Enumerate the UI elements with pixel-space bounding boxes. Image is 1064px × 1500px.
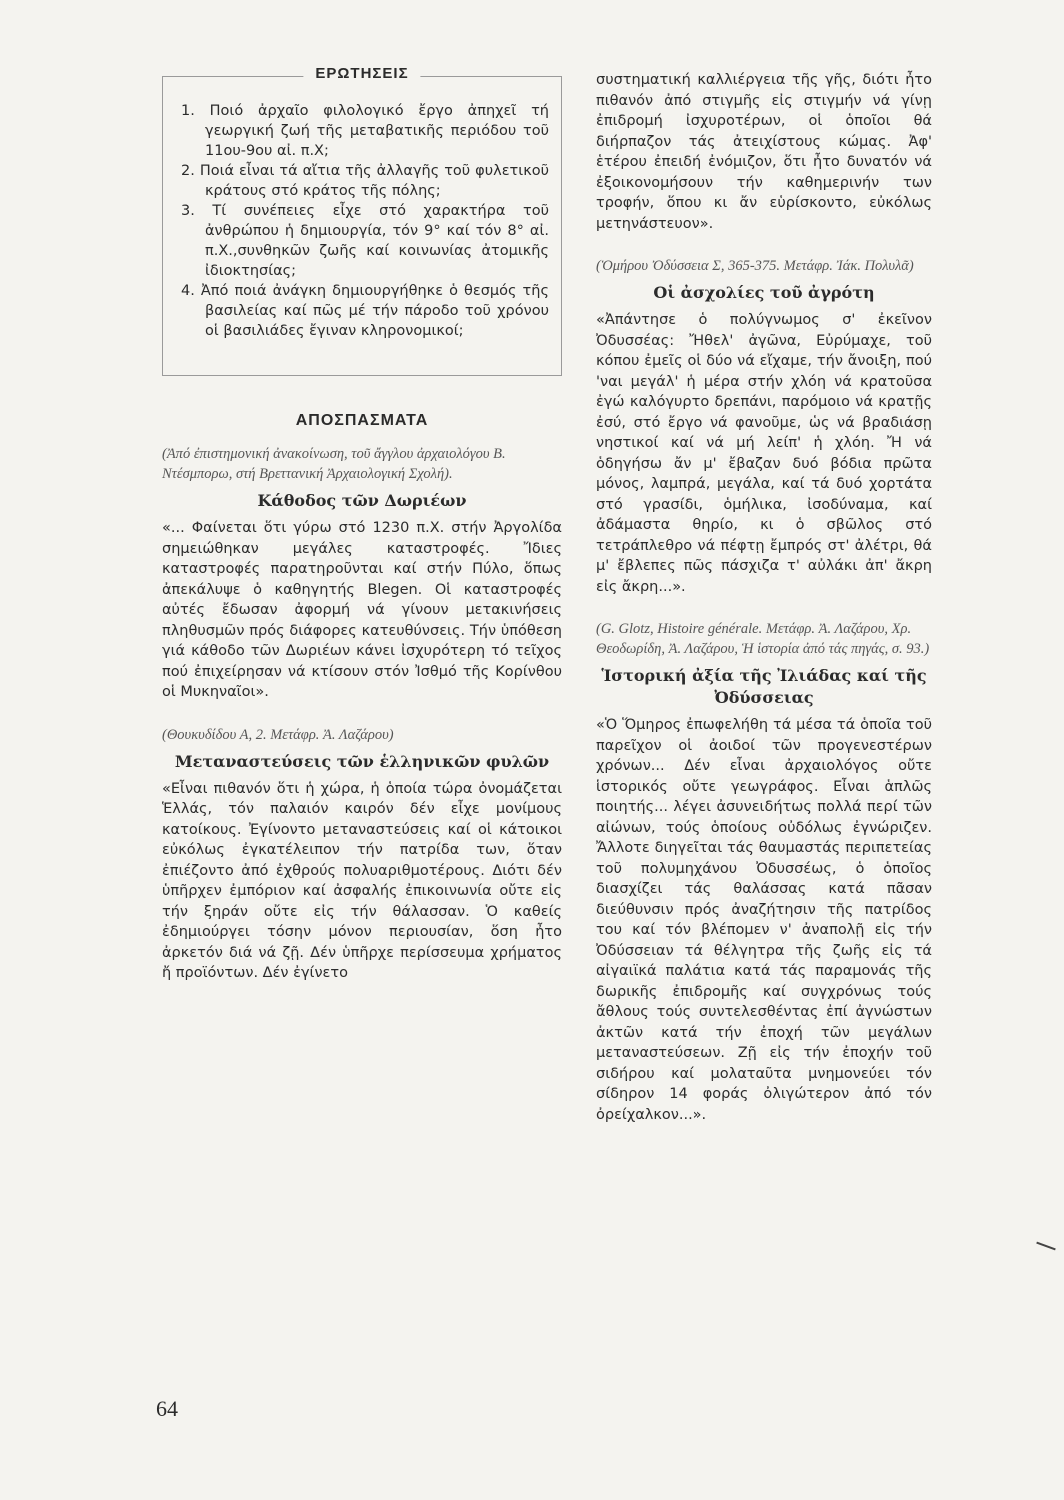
dorians-heading: Κάθοδος τῶν Δωριέων — [257, 491, 467, 510]
question-item: 1. Ποιό ἀρχαῖο φιλολογικό ἔργο ἀπηχεῖ τή γεωργική ζωή τῆς μεταβατικῆς περιόδου τοῦ 11ου-9ου αἰ. π.Χ; — [181, 103, 549, 159]
migrations-text: «Εἶναι πιθανόν ὅτι ἡ χώρα, ἡ ὁποία τώρα ὀνομάζεται Ἑλλάς, τόν παλαιόν καιρόν δέν εἶχε μονίμους κατοίκους. Ἐγίνοντο μεταναστεύσεις καί οἱ κάτοικοι εὐκόλως ἐγκατέλειπον τήν πατρίδα των, ὅταν ἐπιέζοντο ἀπό ἐχθρούς πολυαριθμοτέρους. Διότι δέν ὑπῆρχεν ἐμπόριον καί ἀσφαλής ἐπικοινωνία οὔτε εἰς τήν ξηράν οὔτε εἰς τήν θάλασσαν. Ὁ καθείς ἐδημιούργει τόσην μόνον περιουσίαν, ὅση ἦτο ἀρκετόν διά νά ζῇ. Δέν ὑπῆρχε περίσσευμα χρήματος ἤ προϊόντων. Δέν ἐγίνετο — [162, 780, 562, 981]
left-column — [162, 65, 562, 988]
question-item: 2. Ποιά εἶναι τά αἴτια τῆς ἀλλαγῆς τοῦ φυλετικοῦ κράτους στό κράτος τῆς πόλης; — [181, 163, 549, 199]
iliad-heading: Ἱστορική ἀξία τῆς Ἰλιάδας καί τῆς Ὀδύσσειας — [601, 666, 927, 707]
page-number: 64 — [156, 1396, 178, 1421]
farmer-source: (G. Glotz, Histoire générale. Μετάφρ. Ἀ. Λαζάρου, Χρ. Θεοδωρίδη, Ἀ. Λαζάρου, Ἡ ἱστορία ἀπό τάς πηγάς, σ. 93.) — [596, 621, 930, 657]
scan-mark — [1036, 1242, 1055, 1251]
excerpt-source-intro: (Ἀπό ἐπιστημονική ἀνακοίνωση, τοῦ ἄγγλου ἀρχαιολόγου Β. Ντέσμπορω, στή Βρεττανική Ἀρχαιολογική Σχολή). — [162, 446, 506, 482]
questions-list — [181, 101, 549, 341]
questions-title: ΕΡΩΤΗΣΕΙΣ — [303, 65, 420, 82]
dorians-source: (Θουκυδίδου Α, 2. Μετάφρ. Ἀ. Λαζάρου) — [162, 726, 394, 743]
question-item: 4. Ἀπό ποιά ἀνάγκη δημιουργήθηκε ὁ θεσμός τῆς βασιλείας καί πῶς μέ τήν πάροδο τοῦ χρόνου οἱ βασιλιάδες ἔγιναν κληρονομικοί; — [181, 283, 549, 339]
excerpts-title: ΑΠΟΣΠΑΣΜΑΤΑ — [295, 412, 429, 429]
right-column — [596, 70, 932, 1129]
farmer-text: «Ἀπάντησε ὁ πολύγνωμος σ' ἐκεῖνον Ὀδυσσέας: Ἤθελ' ἀγῶνα, Εὐρύμαχε, τοῦ κόπου ἐμεῖς οἱ δύο νά εἴχαμε, τήν ἄνοιξη, πού 'ναι μεγάλ' ἡ μέρα στήν χλόη νά κρατοῦσα ἐγώ καλόγυρτο δρεπάνι, παρόμοιο νά κρατῇς ἐσύ, στό ἔργο νά φανοῦμε, ὡς νά βραδιάσῃ νηστικοί καί νά μή λείπ' ἡ χλόη. Ἤ νά ὁδηγήσω ἄν μ' ἔβαζαν δυό βόδια πρῶτα μόνος, λαμπρά, μεγάλα, καί τά δυό χορτάτα στό γρασίδι, ὁμήλικα, ἰσοδύναμα, καί ἀδάμαστα θηρίο, κι ὁ σβῶλος στό τετράπλεθρο νά πέφτῃ ἔμπρός στ' ἀλέτρι, θά μ' ἔβλεπες πῶς πάσχιζα τ' αὐλάκι ἀπ' ἄκρη εἰς ἄκρη...». — [596, 312, 932, 595]
migrations-heading: Μεταναστεύσεις τῶν ἑλληνικῶν φυλῶν — [174, 751, 550, 771]
questions-box — [162, 65, 562, 376]
migrations-text-continued: συστηματική καλλιέργεια τῆς γῆς, διότι ἦτο πιθανόν ἀπό στιγμῆς εἰς στιγμήν νά γίνῃ ἐπιδρομή ἰσχυροτέρων, οἱ ὁποῖοι θά διήρπαζον τάς ἀτειχίστους κώμας. Ἀφ' ἑτέρου ἐπειδή ἐνόμιζον, ὅτι ἦτο δυνατόν νά ἐξοικονομήσουν τήν καθημερινήν των τροφήν, ὅπου κι ἄν εὑρίσκοντο, εὐκόλως μετηνάστευον». — [596, 72, 932, 232]
farmer-heading: Οἱ ἀσχολίες τοῦ ἀγρότη — [653, 283, 875, 302]
iliad-text: «Ὁ Ὅμηρος ἐπωφελήθη τά μέσα τά ὁποῖα τοῦ παρεῖχον οἱ ἀοιδοί τῶν προγενεστέρων χρόνων... Δέν εἶναι ἀρχαιολόγος οὔτε ἱστορικός οὔτε γεωγράφος. Εἶναι ἁπλῶς ποιητής... λέγει ἀσυνειδήτως πολλά περί τῶν αἰώνων, τούς ὁποίους οὐδόλως ἐγνώριζεν. Ἄλλοτε διηγεῖται τάς θαυμαστάς περιπετείας τοῦ πολυμηχάνου Ὀδυσσέως, ὁ ὁποῖος διασχίζει τάς θαλάσσας κατά πᾶσαν διεύθυνσιν πρός ἀναζήτησιν τῆς πατρίδος του καί τόν βλέπομεν ν' ἀναπολῇ εἰς τήν Ὀδύσσειαν τά θέλγητρα τῆς ζωῆς εἰς τά αἰγαιϊκά παλάτια κατά τάς παραμονάς τῆς δωρικῆς ἐπιδρομῆς καί συγχρόνως τούς ἄθλους τούς συντελεσθέντας ἐπί ἀγνώστων ἀκτῶν κατά τήν ἐποχή τῶν μεγάλων μεταναστεύσεων. Ζῇ εἰς τήν ἐποχήν τοῦ σιδήρου καί μολαταῦτα μνημονεύει τόν σίδηρον 14 φοράς ὀλιγώτερον ἀπό τόν ὀρείχαλκον...». — [596, 717, 932, 1123]
migrations-source: (Ὁμήρου Ὀδύσσεια Σ, 365-375. Μετάφρ. Ἰάκ. Πολυλᾶ) — [596, 258, 914, 274]
question-item: 3. Τί συνέπειες εἶχε στό χαρακτήρα τοῦ ἀνθρώπου ἡ δημιουργία, τόν 9° καί τόν 8° αἰ. π.Χ.,συνθηκῶν ζωῆς καί κοινωνίας ἀτομικῆς ἰδιοκτησίας; — [181, 203, 549, 279]
dorians-text: «... Φαίνεται ὅτι γύρω στό 1230 π.Χ. στήν Ἀργολίδα σημειώθηκαν μεγάλες καταστροφές. Ἴδιες καταστροφές παρατηροῦνται καί στήν Πύλο, ὅπως ἀπεκάλυψε ὁ καθηγητής Blegen. Οἱ καταστροφές αὐτές ἔδωσαν ἀφορμή νά γίνουν μετακινήσεις πληθυσμῶν πρός διάφορες κατευθύνσεις. Τήν ὑπόθεση γιά κάθοδο τῶν Δωριέων κάνει ἰσχυρότερη τό τεῖχος πού ἐπιχείρησαν νά κτίσουν στόν Ἰσθμό τῆς Κορίνθου οἱ Μυκηναῖοι». — [162, 520, 562, 700]
